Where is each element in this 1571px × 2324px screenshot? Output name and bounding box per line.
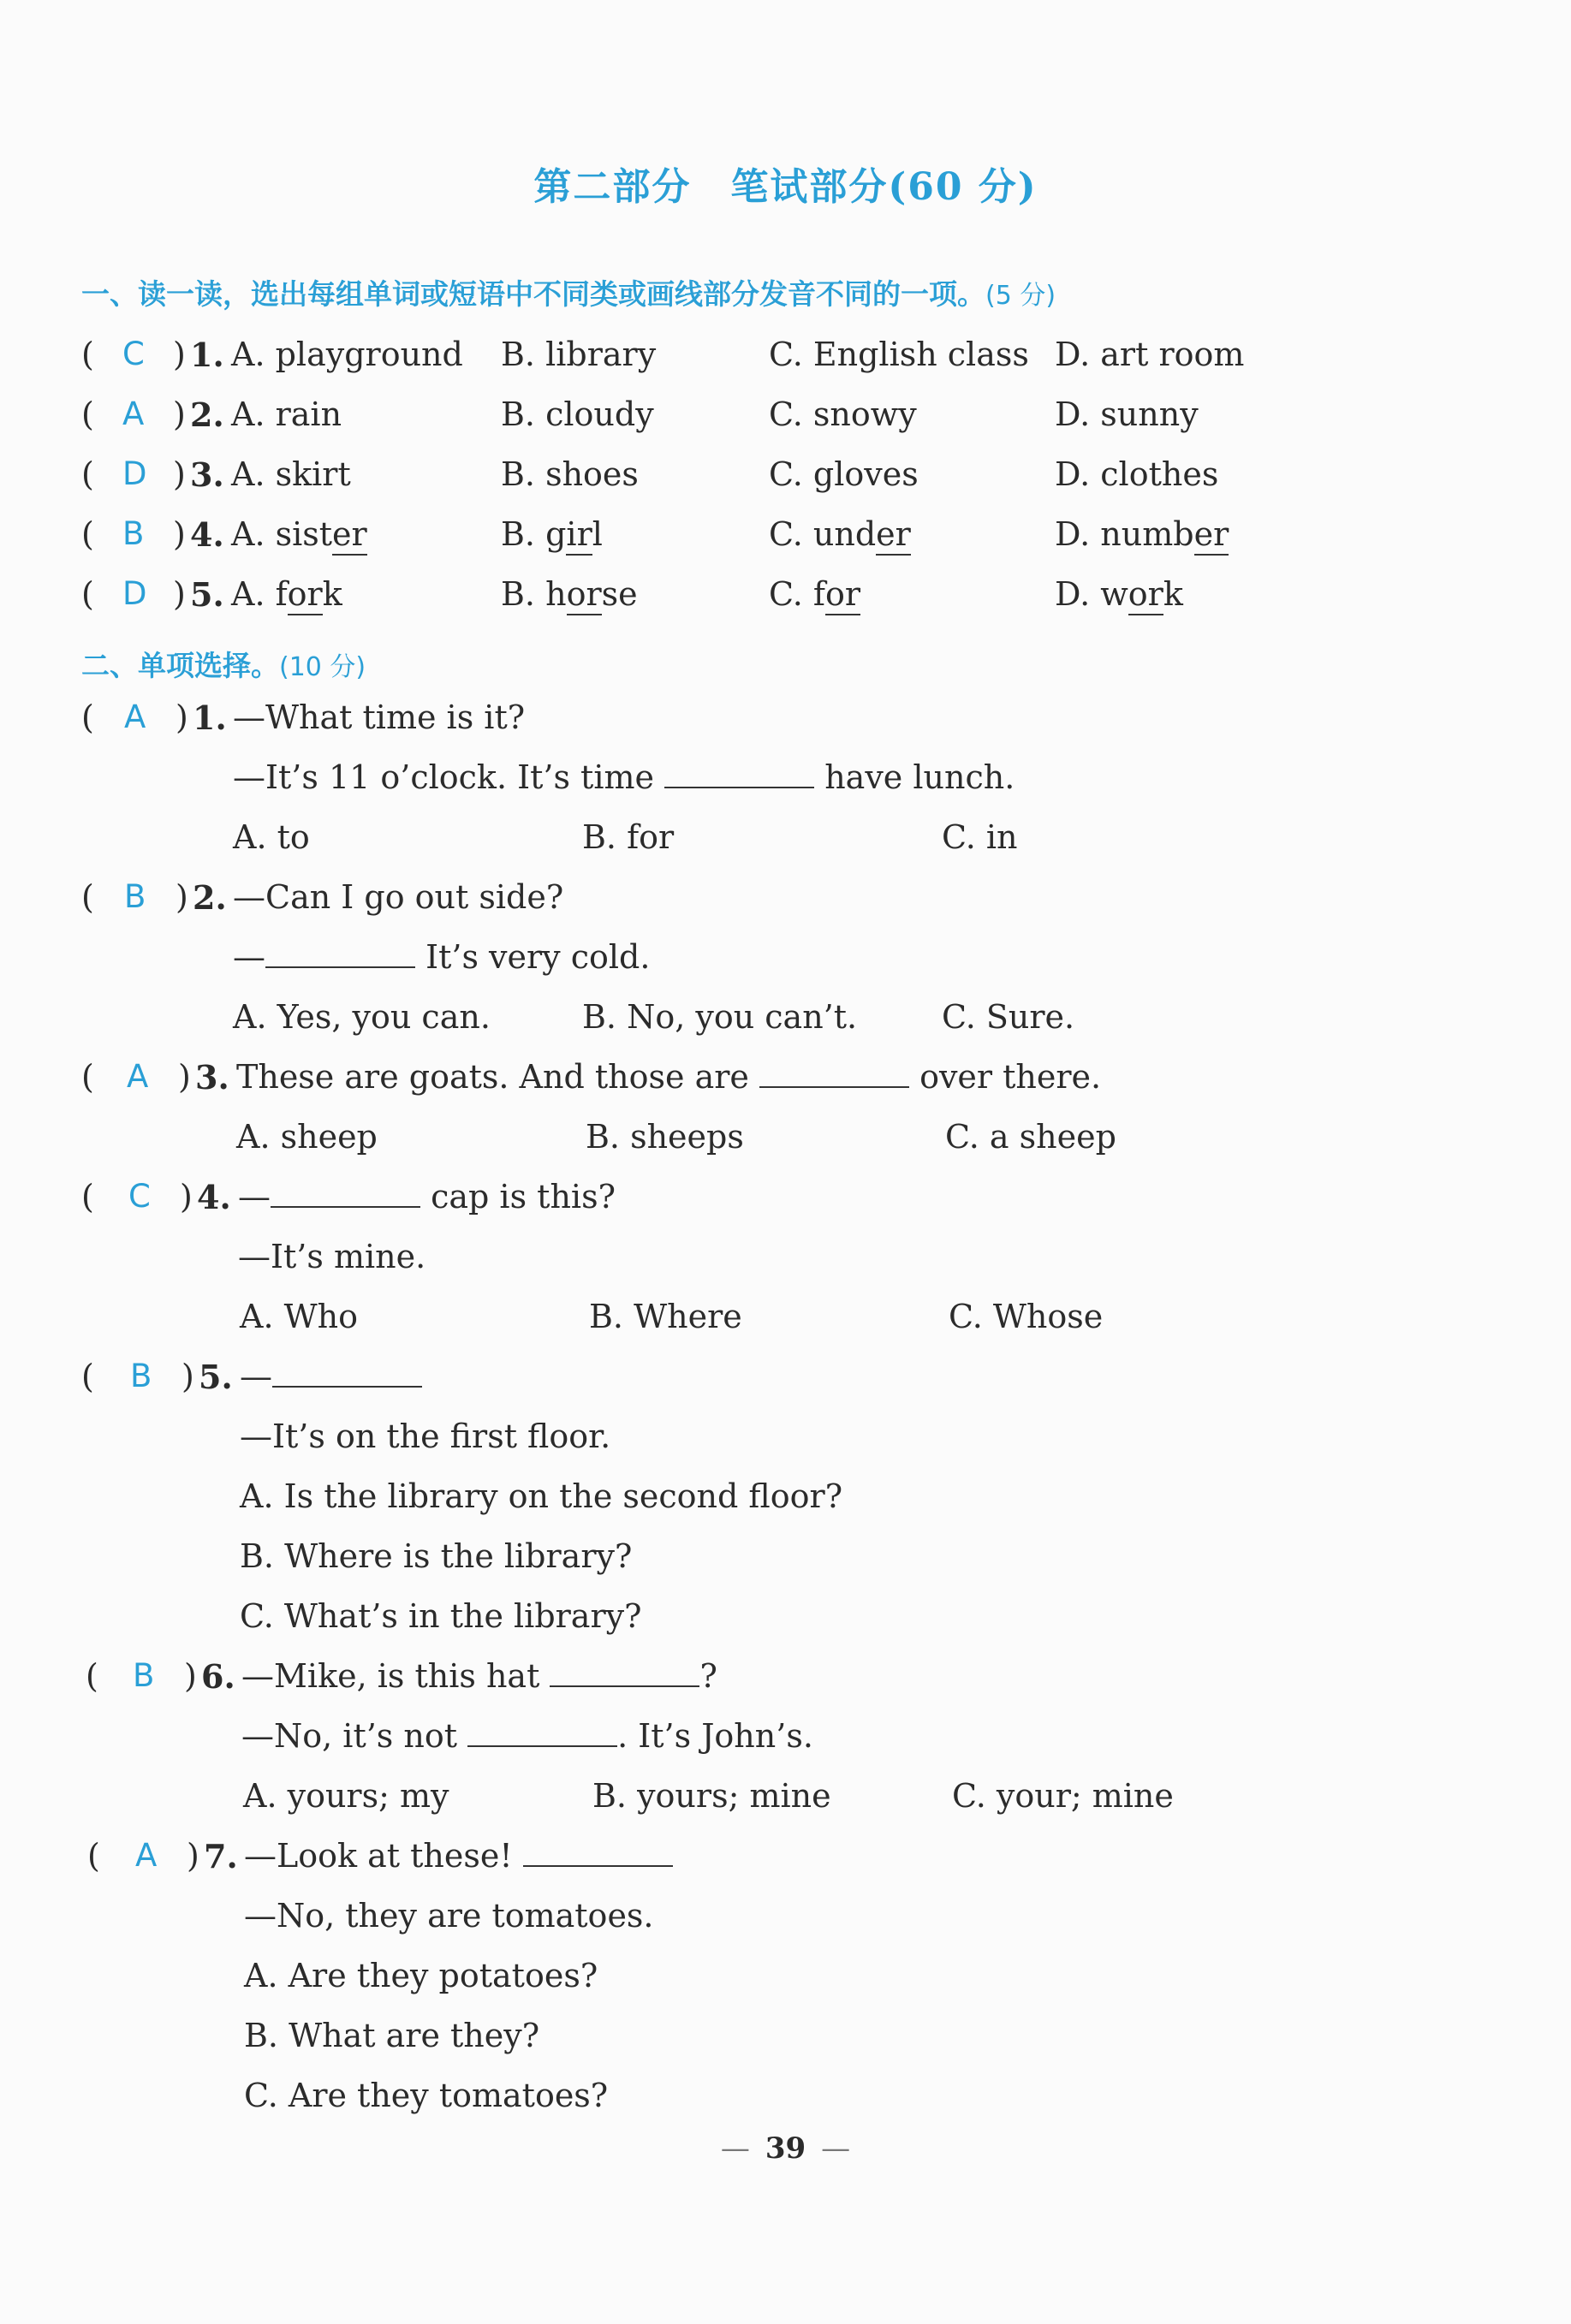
s2-q3-answer: A bbox=[127, 1058, 149, 1095]
section2-points: (10 分) bbox=[279, 652, 366, 682]
underlined-sound: er bbox=[332, 515, 367, 556]
s2-q4-option-a: A. Who bbox=[240, 1298, 359, 1335]
s2-q4-option-b: B. Where bbox=[589, 1298, 742, 1335]
s2-q2-answer: B bbox=[124, 878, 146, 915]
s2-q4-line2: —It’s mine. bbox=[238, 1238, 426, 1275]
s1-item-5-answer: D bbox=[122, 575, 147, 612]
s2-q6-answer: B bbox=[133, 1657, 155, 1694]
s2-q5-answer: B bbox=[130, 1358, 152, 1394]
s2-q6-line1: —Mike, is this hat ? bbox=[241, 1657, 717, 1695]
s2-q6-option-b: B. yours; mine bbox=[592, 1777, 831, 1815]
s1-item-3-number: 3. bbox=[190, 455, 224, 494]
underlined-sound: er bbox=[1194, 515, 1229, 556]
s2-q7-line2: —No, they are tomatoes. bbox=[244, 1897, 654, 1935]
underlined-sound: or bbox=[288, 575, 323, 615]
underlined-sound: or bbox=[1128, 575, 1163, 615]
answer-blank bbox=[271, 1180, 420, 1208]
s2-q1-option-b: B. for bbox=[582, 818, 675, 856]
s2-q3-option-a: A. sheep bbox=[236, 1118, 378, 1156]
answer-blank bbox=[272, 1360, 422, 1388]
page-number: — 39 — bbox=[720, 2131, 851, 2166]
s1-item-5-option-b: B. horse bbox=[501, 575, 638, 613]
s1-item-2-answer: A bbox=[122, 395, 145, 432]
s1-item-2-option-c: C. snowy bbox=[769, 395, 917, 433]
s2-q4-option-c: C. Whose bbox=[949, 1298, 1104, 1335]
underlined-sound: or bbox=[567, 575, 602, 615]
s2-q1-line1: —What time is it? bbox=[233, 698, 526, 736]
s1-item-1-option-d: D. art room bbox=[1055, 336, 1245, 373]
s2-q5-option-b: B. Where is the library? bbox=[240, 1537, 633, 1575]
section1-points: (5 分) bbox=[985, 281, 1056, 311]
s2-q5-option-c: C. What’s in the library? bbox=[240, 1597, 642, 1635]
s2-q2-option-a: A. Yes, you can. bbox=[233, 998, 491, 1036]
s2-q3-option-c: C. a sheep bbox=[945, 1118, 1116, 1156]
s1-item-3-option-d: D. clothes bbox=[1055, 455, 1219, 493]
s1-item-4-option-d: D. number bbox=[1055, 515, 1229, 553]
s2-q7-line1: —Look at these! bbox=[244, 1837, 673, 1875]
answer-blank bbox=[467, 1720, 617, 1747]
s1-item-5-number: 5. bbox=[190, 575, 224, 614]
s2-q2-line1: —Can I go out side? bbox=[233, 878, 564, 916]
s1-item-2-option-a: A. rain bbox=[231, 395, 342, 433]
s2-q7-option-a: A. Are they potatoes? bbox=[244, 1957, 598, 1994]
page-number-value: 39 bbox=[765, 2131, 806, 2166]
s2-q1-line2: —It’s 11 o’clock. It’s time have lunch. bbox=[233, 758, 1015, 796]
s1-item-4-number: 4. bbox=[190, 515, 224, 554]
answer-blank bbox=[759, 1061, 909, 1088]
answer-blank bbox=[664, 761, 814, 788]
s1-item-5-option-c: C. for bbox=[769, 575, 860, 613]
s2-q7-number: 7. bbox=[204, 1837, 238, 1875]
s2-q5-option-a: A. Is the library on the second floor? bbox=[240, 1477, 843, 1515]
s2-q5-number: 5. bbox=[199, 1358, 233, 1396]
s1-item-1-answer: C bbox=[122, 336, 145, 372]
s2-q1-option-c: C. in bbox=[942, 818, 1018, 856]
s1-item-1-option-a: A. playground bbox=[231, 336, 463, 373]
s2-q5-line1: — bbox=[240, 1358, 422, 1395]
s2-q2-line2: — It’s very cold. bbox=[233, 938, 651, 976]
s1-item-5-option-d: D. work bbox=[1055, 575, 1183, 613]
s1-item-1-option-c: C. English class bbox=[769, 336, 1029, 373]
s2-q7-option-b: B. What are they? bbox=[244, 2017, 540, 2054]
s2-q6-number: 6. bbox=[201, 1657, 235, 1696]
s2-q3-number: 3. bbox=[195, 1058, 229, 1097]
s2-q6-line2: —No, it’s not . It’s John’s. bbox=[241, 1717, 813, 1755]
s2-q1-answer: A bbox=[124, 698, 146, 735]
s2-q2-option-b: B. No, you can’t. bbox=[582, 998, 858, 1036]
s1-item-4-answer: B bbox=[122, 515, 145, 552]
s2-q4-answer: C bbox=[128, 1178, 151, 1215]
answer-blank bbox=[523, 1840, 673, 1867]
s1-item-3-answer: D bbox=[122, 455, 147, 492]
page-title: 第二部分 笔试部分(60 分) bbox=[533, 165, 1038, 209]
s2-q5-line2: —It’s on the first floor. bbox=[240, 1418, 611, 1455]
answer-blank bbox=[550, 1660, 699, 1687]
s2-q3-line1: These are goats. And those are over there. bbox=[236, 1058, 1102, 1096]
s2-q1-number: 1. bbox=[193, 698, 227, 737]
s2-q1-option-a: A. to bbox=[233, 818, 310, 856]
underlined-sound: er bbox=[876, 515, 911, 556]
s1-item-3-option-b: B. shoes bbox=[501, 455, 639, 493]
section2-heading bbox=[81, 644, 366, 684]
section2-heading-text: 二、单项选择。 bbox=[81, 649, 279, 682]
s1-item-4-option-b: B. girl bbox=[501, 515, 603, 553]
underlined-sound: or bbox=[825, 575, 860, 615]
s1-item-2-option-b: B. cloudy bbox=[501, 395, 654, 433]
s1-item-4-option-a: A. sister bbox=[231, 515, 367, 553]
s2-q4-line1: — cap is this? bbox=[238, 1178, 616, 1215]
section1-heading bbox=[81, 272, 1056, 312]
section1-heading-text: 一、读一读，选出每组单词或短语中不同类或画线部分发音不同的一项。 bbox=[81, 277, 985, 311]
underlined-sound: ir bbox=[566, 515, 592, 556]
s2-q7-answer: A bbox=[135, 1837, 158, 1874]
worksheet-page: 第二部分 笔试部分(60 分) 一、读一读，选出每组单词或短语中不同类或画线部分发音不同的一项。(5 分) ( C ) 1. A. playground B. library C. English class D. art room ( A ) 2. A. rain B. cloudy C. snowy D. sunny ( D ) 3. A. skirt B. shoes C. gloves D. clothes ( B ) 4. A. sister B. girl C. under D. number ( D ) 5. A. fork B. horse C. for D. work 二、单项选择。(10 分) ( A ) 1. —What time is it? —It’s 11 o’clock. It’s time have lunch. A. to B. for C. in ( B ) 2. —Can I go out side? — It’s very cold. A. Yes, you can. B. No, you can’t. C. Sure. ( A ) 3. These are goats. And those are over there. A. sheep B. sheeps C. a sheep ( C ) 4. — cap is this? —It’s mine. A. Who B. Where C. Whose ( B ) 5. — —It’s on the first floor. A. Is the library on the second floor? B. Where is the library? C. What’s in the library? ( B ) 6. —Mike, is this hat ? —No, it’s not . It’s John’s. A. yours; my B. yours; mine C. your; mine ( A ) 7. —Look at these! —No, they are tomatoes. A. Are they potatoes? B. What are they? C. Are they tomatoes? — 39 — bbox=[0, 0, 1571, 2324]
s1-item-1-number: 1. bbox=[190, 336, 224, 374]
s1-item-1-option-b: B. library bbox=[501, 336, 657, 373]
s1-item-4-option-c: C. under bbox=[769, 515, 911, 553]
s1-item-5-option-a: A. fork bbox=[231, 575, 342, 613]
s2-q2-option-c: C. Sure. bbox=[942, 998, 1075, 1036]
s2-q3-option-b: B. sheeps bbox=[586, 1118, 744, 1156]
s2-q7-option-c: C. Are they tomatoes? bbox=[244, 2077, 609, 2114]
answer-blank bbox=[265, 941, 415, 968]
s1-item-3-option-a: A. skirt bbox=[231, 455, 351, 493]
s1-item-2-number: 2. bbox=[190, 395, 224, 434]
s2-q6-option-a: A. yours; my bbox=[243, 1777, 449, 1815]
s2-q4-number: 4. bbox=[197, 1178, 231, 1216]
s2-q2-number: 2. bbox=[193, 878, 227, 917]
s1-item-3-option-c: C. gloves bbox=[769, 455, 919, 493]
s2-q6-option-c: C. your; mine bbox=[952, 1777, 1174, 1815]
s1-item-2-option-d: D. sunny bbox=[1055, 395, 1199, 433]
